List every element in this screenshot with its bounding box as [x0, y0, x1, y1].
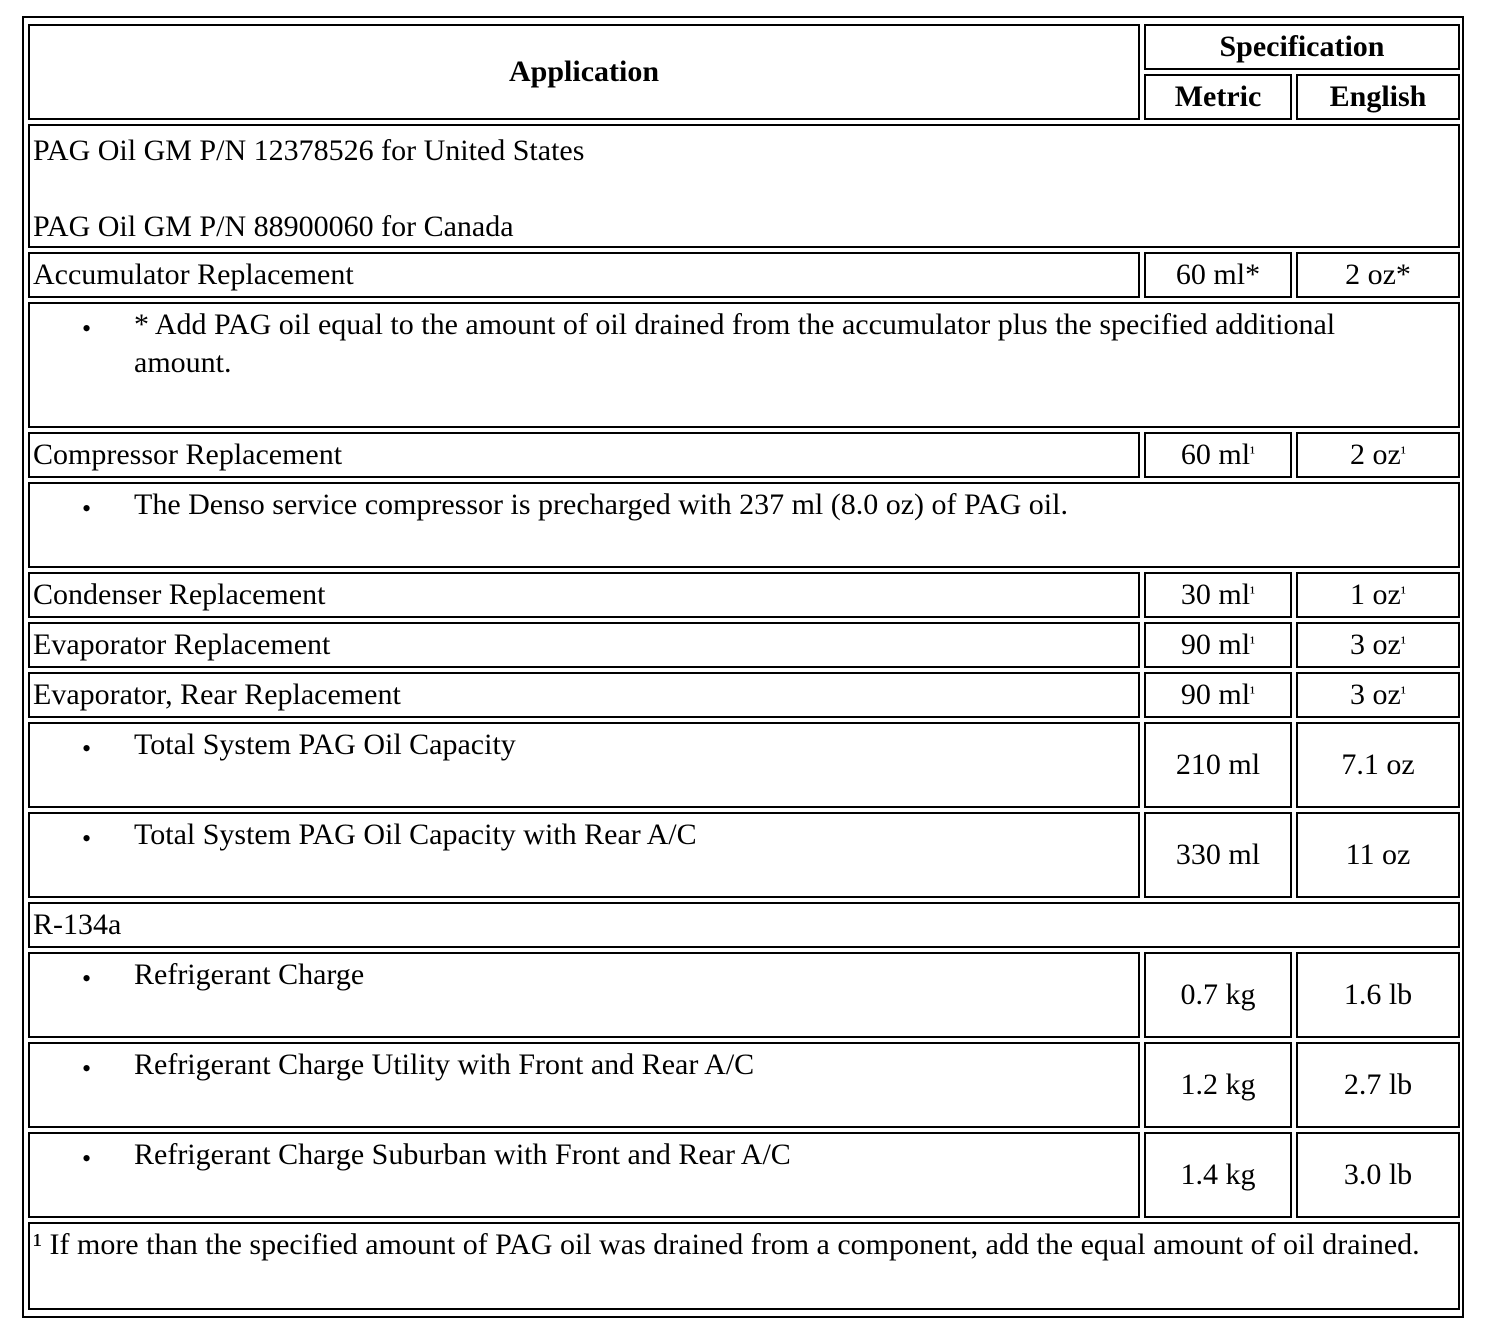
bullet: • — [82, 1144, 92, 1173]
accumulator-metric: 60 ml* — [1144, 252, 1292, 298]
refrigerant-type: R-134a — [28, 902, 1460, 948]
footnote-marker: ¹ — [33, 1228, 42, 1261]
evaporator-rear-english: 3 oz $^{^1}$ — [1296, 672, 1460, 718]
condenser-label: Condenser Replacement — [28, 572, 1140, 618]
spec-table — [22, 16, 1464, 1318]
total-oil-capacity-text: Total System PAG Oil Capacity — [134, 728, 516, 761]
refrigerant-charge-suburban-metric: 1.4 kg — [1144, 1132, 1292, 1218]
refrigerant-charge-utility-metric: 1.2 kg — [1144, 1042, 1292, 1128]
bullet: • — [82, 1054, 92, 1083]
total-oil-capacity-rear-metric: 330 ml — [1144, 812, 1292, 898]
refrigerant-charge-label — [28, 952, 1140, 1038]
oil-part-number-row — [28, 124, 1460, 248]
bullet: • — [82, 734, 92, 763]
refrigerant-charge-suburban-text: Refrigerant Charge Suburban with Front and Rear A/C — [134, 1138, 791, 1171]
footnote — [28, 1222, 1460, 1310]
refrigerant-charge-suburban-label — [28, 1132, 1140, 1218]
accumulator-note-row — [28, 302, 1460, 428]
refrigerant-charge-suburban-english: 3.0 lb — [1296, 1132, 1460, 1218]
bullet: • — [82, 314, 92, 343]
refrigerant-charge-english: 1.6 lb — [1296, 952, 1460, 1038]
evaporator-metric: 90 ml $^{^1}$ — [1144, 622, 1292, 668]
footnote-text: If more than the specified amount of PAG oil was drained from a component, add the equal amount of oil drained. — [42, 1228, 1420, 1261]
metric-header: Metric — [1144, 74, 1292, 120]
oil-part-number-us: PAG Oil GM P/N 12378526 for United States — [33, 134, 585, 167]
total-oil-capacity-rear-english: 11 oz — [1296, 812, 1460, 898]
accumulator-note: * Add PAG oil equal to the amount of oil drained from the accumulator plus the specified additional amount. — [134, 308, 1336, 379]
evaporator-label: Evaporator Replacement — [28, 622, 1140, 668]
refrigerant-charge-text: Refrigerant Charge — [134, 958, 365, 991]
evaporator-english: 3 oz $^{^1}$ — [1296, 622, 1460, 668]
refrigerant-charge-metric: 0.7 kg — [1144, 952, 1292, 1038]
refrigerant-charge-utility-english: 2.7 lb — [1296, 1042, 1460, 1128]
compressor-metric: 60 ml $^{^1}$ — [1144, 432, 1292, 478]
evaporator-rear-metric: 90 ml $^{^1}$ — [1144, 672, 1292, 718]
compressor-label: Compressor Replacement — [28, 432, 1140, 478]
bullet: • — [82, 494, 92, 523]
total-oil-capacity-rear-label — [28, 812, 1140, 898]
compressor-note: The Denso service compressor is precharged with 237 ml (8.0 oz) of PAG oil. — [134, 488, 1068, 521]
application-header: Application — [28, 24, 1140, 120]
compressor-english: 2 oz $^{^1}$ — [1296, 432, 1460, 478]
oil-part-number-canada: PAG Oil GM P/N 88900060 for Canada — [33, 210, 514, 243]
total-oil-capacity-label — [28, 722, 1140, 808]
bullet: • — [82, 824, 92, 853]
accumulator-english: 2 oz* — [1296, 252, 1460, 298]
refrigerant-charge-utility-text: Refrigerant Charge Utility with Front and Rear A/C — [134, 1048, 755, 1081]
bullet: • — [82, 964, 92, 993]
condenser-english: 1 oz $^{^1}$ — [1296, 572, 1460, 618]
compressor-note-row — [28, 482, 1460, 568]
evaporator-rear-label: Evaporator, Rear Replacement — [28, 672, 1140, 718]
total-oil-capacity-metric: 210 ml — [1144, 722, 1292, 808]
accumulator-label: Accumulator Replacement — [28, 252, 1140, 298]
condenser-metric: 30 ml $^{^1}$ — [1144, 572, 1292, 618]
total-oil-capacity-rear-text: Total System PAG Oil Capacity with Rear A/C — [134, 818, 697, 851]
total-oil-capacity-english: 7.1 oz — [1296, 722, 1460, 808]
specification-header: Specification — [1144, 24, 1460, 70]
refrigerant-charge-utility-label — [28, 1042, 1140, 1128]
english-header: English — [1296, 74, 1460, 120]
